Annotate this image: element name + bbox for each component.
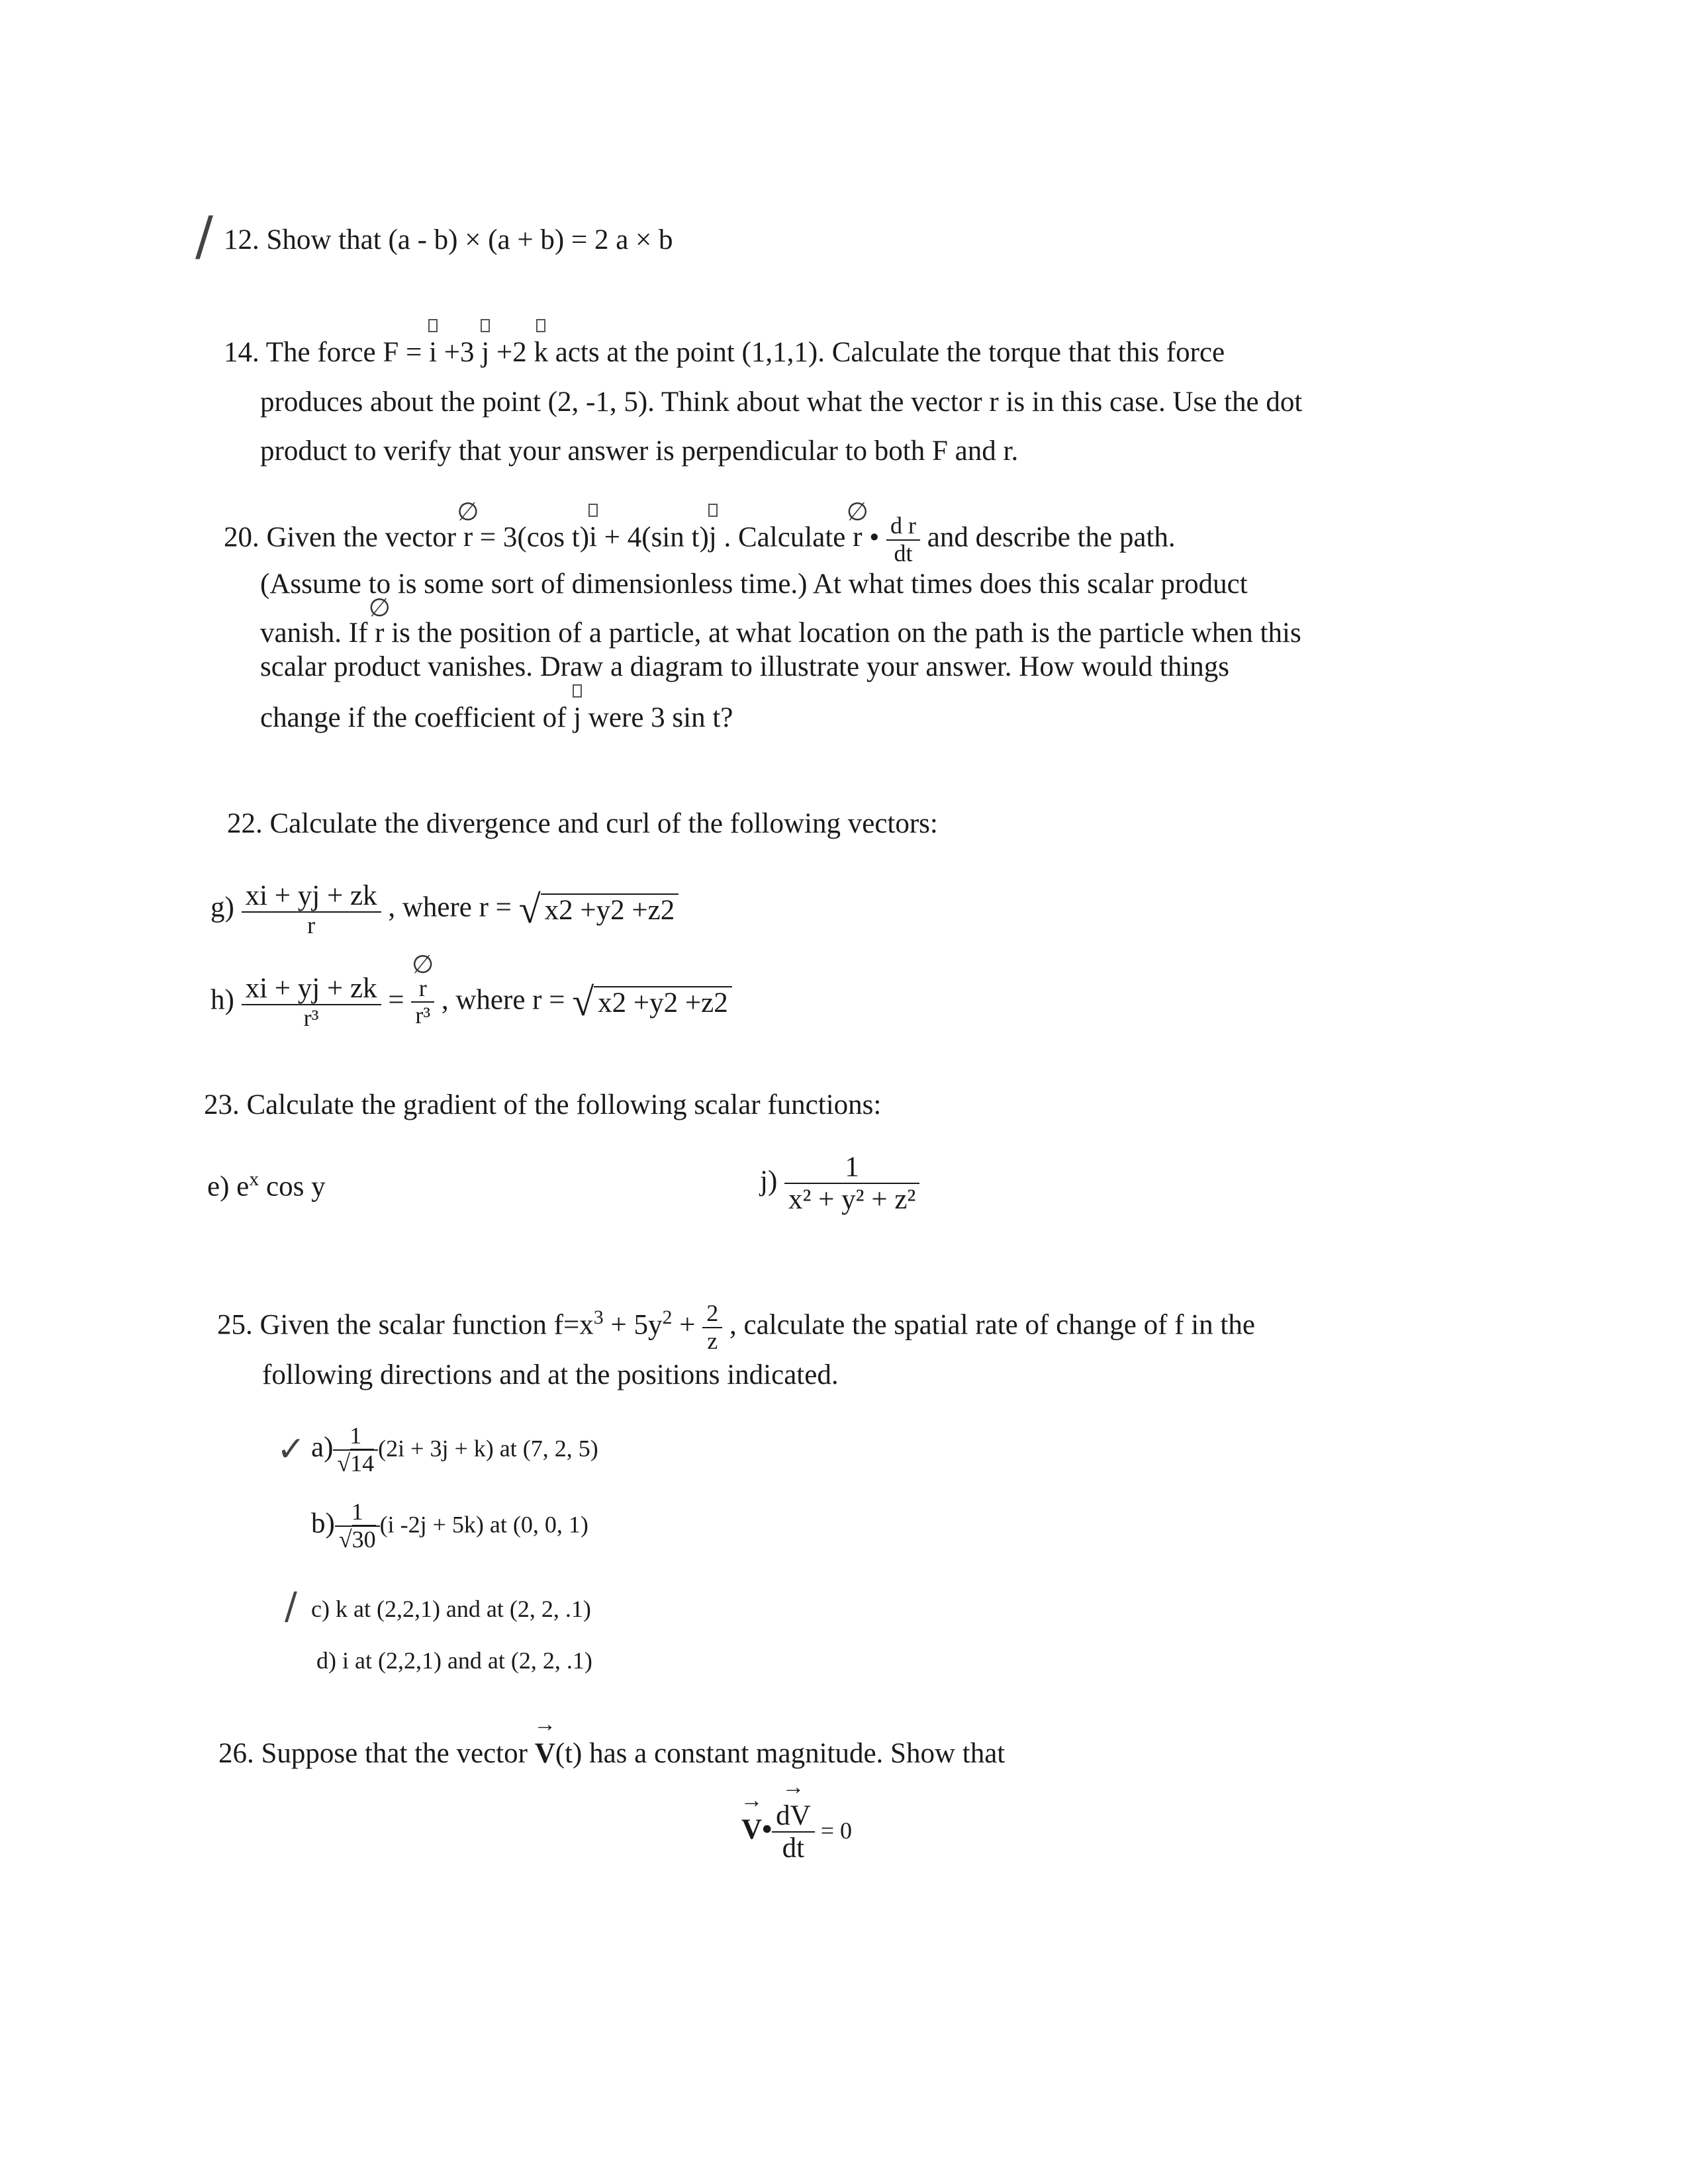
two-over-z-fraction [702,1300,722,1354]
c-position: at (2,2,1) and at (2, 2, .1) [347,1596,591,1622]
problem-20-tail: and describe the path. [920,522,1176,553]
slash-mark-icon: / [285,1585,297,1628]
h-equals: = [381,984,412,1016]
problem-20-line-5a: change if the coefficient of [260,702,574,733]
vector-V: → V [535,1737,555,1770]
unit-i-icon: i [429,337,438,368]
item-c-label: c) k [311,1596,348,1622]
a-vector: (2i + 3j + k) [378,1435,494,1462]
problem-25-lead: 25. Given the scalar function f=x [217,1309,594,1341]
problem-14-line-1 [224,336,1225,369]
b-position: at (0, 0, 1) [483,1511,588,1538]
dot-operator: • [862,522,886,553]
plus-2: +2 [489,337,534,368]
problem-20-line-3 [260,617,1301,649]
sqrt-icon: √ [518,887,541,932]
a-numerator: 1 [333,1423,378,1451]
problem-23-e [207,1168,326,1203]
g-denominator: r [307,912,316,939]
item-e-label: e) e [207,1171,250,1203]
fraction-denominator: z [707,1327,718,1354]
j-fraction [784,1152,919,1216]
dV-denominator: dt [782,1833,805,1864]
problem-14-lead: 14. The force F = [224,337,430,368]
problem-25-d [316,1643,592,1676]
problem-23-j [760,1152,919,1216]
dV-numerator [772,1800,815,1833]
unit-j-icon: j [708,522,717,553]
fraction-denominator: dt [894,539,913,567]
a-denominator: √14 [337,1449,375,1477]
exponent-2: 2 [662,1306,673,1329]
problem-25-tail: , calculate the spatial rate of change of f in the [722,1309,1255,1341]
item-g-label: g) [211,891,234,923]
g-fraction [242,880,381,939]
problem-20-eq: = 3(cos t) [473,522,590,553]
problem-14-line-3: product to verify that your answer is perpendicular to both F and r. [260,435,1019,467]
plus-3: +3 [437,337,482,368]
item-e-rest: cos y [259,1171,326,1203]
problem-14-rest: acts at the point (1,1,1). Calculate the torque that this force [548,337,1225,368]
a-radicand: 14 [350,1449,375,1477]
problem-25-line-1 [217,1300,1255,1354]
problem-20-line-2: (Assume to is some sort of dimensionless time.) At what times does this scalar product [260,569,1248,600]
b-fraction [335,1499,380,1553]
problem-25-plus: + [672,1309,703,1341]
h-fraction [242,973,381,1032]
exponent-x: x [249,1168,259,1190]
equals-zero: = 0 [814,1817,852,1844]
problem-25-a [311,1423,598,1477]
h-where: , where r = [434,984,573,1016]
problem-12 [224,224,673,256]
problem-23-title: 23. Calculate the gradient of the following scalar functions: [204,1089,882,1120]
vector-r-icon: ∅ r [463,521,473,553]
dV-text: → dV [776,1800,811,1831]
sqrt-icon: √ [572,980,594,1024]
problem-25-line-2: following directions and at the positions indicated. [262,1359,839,1390]
item-j-label: j) [760,1165,778,1197]
unit-k-icon: k [534,337,548,368]
h-denominator: r³ [303,1005,319,1032]
problem-22-title: 22. Calculate the divergence and curl of the following vectors: [227,808,938,839]
fraction-numerator: 2 [702,1300,722,1328]
problem-20-line-3a: vanish. If [260,617,375,649]
exponent-3: 3 [593,1306,604,1329]
vector-r-icon: ∅ r [853,521,862,553]
h-radicand: x2 +y2 +z2 [594,986,732,1019]
g-where: , where r = [381,891,519,923]
vector-r-icon: ∅ r [419,976,427,1002]
g-radicand: x2 +y2 +z2 [541,893,679,926]
problem-12-text: 12. Show that (a - b) × (a + b) = 2 a × b [224,224,673,255]
problem-22-g [211,880,679,939]
problem-26-tail: (t) has a constant magnitude. Show that [555,1738,1006,1769]
problem-14-line-2: produces about the point (2, -1, 5). Think about what the vector r is in this case. Use the dot [260,387,1303,418]
unit-i-icon: i [589,522,597,553]
check-mark-icon: ✓ [277,1430,306,1469]
problem-22-h [211,973,732,1032]
j-denominator: x² + y² + z² [788,1184,916,1216]
fraction-numerator: d r [886,513,920,541]
a-fraction [333,1423,378,1477]
g-sqrt [518,887,679,932]
item-d-label: d) i [316,1647,349,1674]
slash-mark-icon: / [195,205,213,267]
problem-20-mid: + 4(sin t) [597,522,709,553]
unit-j-icon: j [573,702,582,733]
problem-25-c [311,1592,591,1624]
b-numerator: 1 [335,1499,380,1527]
dr-dt-fraction [886,513,920,567]
j-numerator: 1 [784,1152,919,1184]
dot-operator: • [762,1814,773,1846]
h-denominator-2: r³ [415,1002,431,1029]
vector-r-icon: ∅ r [375,617,384,649]
item-a-label: a) [311,1432,334,1463]
problem-26-line-1 [218,1737,1005,1770]
problem-26-lead: 26. Suppose that the vector [218,1738,535,1769]
problem-25-b [311,1499,588,1553]
item-b-label: b) [311,1508,335,1539]
problem-20-line-5 [260,702,733,734]
vector-V: → V [741,1813,762,1846]
d-position: at (2,2,1) and at (2, 2, .1) [349,1647,592,1674]
problem-20-calc: . Calculate [716,522,853,553]
h-numerator-2 [411,976,434,1003]
dV-dt-fraction [772,1800,815,1864]
problem-20-line-4: scalar product vanishes. Draw a diagram to illustrate your answer. How would things [260,651,1230,682]
problem-20-line-1 [224,513,1176,567]
b-denominator: √30 [338,1525,376,1553]
item-h-label: h) [211,984,234,1016]
problem-20-line-3b: is the position of a particle, at what location on the path is the particle when this [384,617,1301,649]
a-position: at (7, 2, 5) [493,1435,598,1462]
unit-j-icon: j [481,337,490,368]
h-sqrt [572,982,732,1022]
problem-25-mid: + 5y [603,1309,663,1341]
h-numerator: xi + yj + zk [242,973,381,1005]
b-vector: (i -2j + 5k) [379,1511,484,1538]
b-radicand: 30 [352,1525,376,1553]
problem-20-line-5b: were 3 sin t? [581,702,733,733]
g-numerator: xi + yj + zk [242,880,381,913]
problem-26-equation [741,1800,852,1864]
problem-20-lead: 20. Given the vector [224,522,463,553]
h-fraction-2 [411,976,434,1029]
